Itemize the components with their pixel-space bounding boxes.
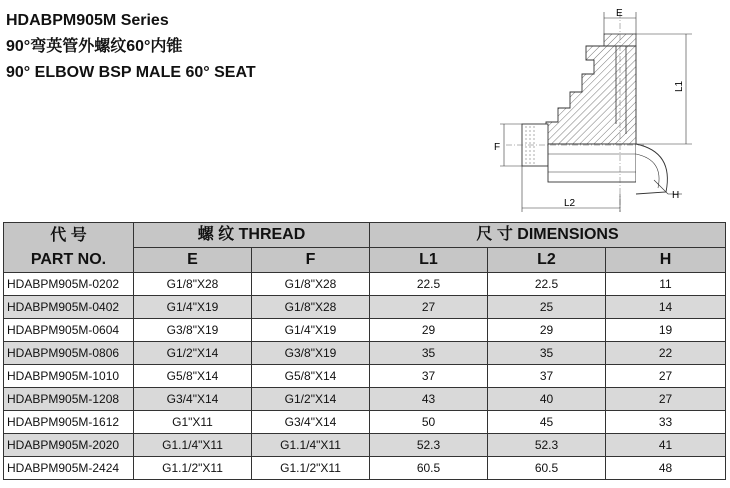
cell-l2: 40 bbox=[488, 388, 606, 411]
header-l2: L2 bbox=[488, 248, 606, 273]
label-l2: L2 bbox=[564, 198, 576, 209]
cell-l1: 43 bbox=[370, 388, 488, 411]
table-row bbox=[4, 342, 726, 365]
cell-part: HDABPM905M-0202 bbox=[4, 273, 134, 296]
cell-l1: 27 bbox=[370, 296, 488, 319]
cell-e: G1.1/4"X11 bbox=[134, 434, 252, 457]
chinese-title: 90°弯英管外螺纹60°内锥 bbox=[6, 38, 183, 55]
table-row bbox=[4, 457, 726, 480]
cell-l2: 45 bbox=[488, 411, 606, 434]
cell-part: HDABPM905M-0806 bbox=[4, 342, 134, 365]
cell-f: G1/8"X28 bbox=[252, 273, 370, 296]
cell-f: G5/8"X14 bbox=[252, 365, 370, 388]
cell-h: 27 bbox=[606, 388, 726, 411]
header-h: H bbox=[606, 248, 726, 273]
cell-l1: 50 bbox=[370, 411, 488, 434]
table-row bbox=[4, 411, 726, 434]
cell-h: 22 bbox=[606, 342, 726, 365]
cell-e: G1/8"X28 bbox=[134, 273, 252, 296]
cell-e: G5/8"X14 bbox=[134, 365, 252, 388]
table-row bbox=[4, 434, 726, 457]
cell-h: 19 bbox=[606, 319, 726, 342]
cell-e: G1/4"X19 bbox=[134, 296, 252, 319]
series-title: HDABPM905M Series bbox=[6, 12, 169, 29]
header-part bbox=[4, 223, 134, 273]
header-l1: L1 bbox=[370, 248, 488, 273]
header-dimensions: 尺 寸 DIMENSIONS bbox=[370, 223, 726, 248]
cell-l1: 52.3 bbox=[370, 434, 488, 457]
cell-part: HDABPM905M-2020 bbox=[4, 434, 134, 457]
cell-f: G1/2"X14 bbox=[252, 388, 370, 411]
label-h: H bbox=[672, 190, 680, 201]
hex-body bbox=[548, 144, 636, 182]
cell-l1: 22.5 bbox=[370, 273, 488, 296]
table-row bbox=[4, 365, 726, 388]
header-f: F bbox=[252, 248, 370, 273]
cell-h: 48 bbox=[606, 457, 726, 480]
cell-l2: 37 bbox=[488, 365, 606, 388]
cell-part: HDABPM905M-2424 bbox=[4, 457, 134, 480]
header-thread: 螺 纹 THREAD bbox=[134, 223, 370, 248]
cell-f: G1/4"X19 bbox=[252, 319, 370, 342]
cell-f: G1.1/4"X11 bbox=[252, 434, 370, 457]
cell-e: G1"X11 bbox=[134, 411, 252, 434]
header-part-cn: 代 号 bbox=[50, 226, 87, 244]
cell-h: 33 bbox=[606, 411, 726, 434]
cell-e: G3/8"X19 bbox=[134, 319, 252, 342]
table-row bbox=[4, 273, 726, 296]
cell-f: G1.1/2"X11 bbox=[252, 457, 370, 480]
header-part-en: PART NO. bbox=[30, 250, 107, 268]
cell-part: HDABPM905M-1208 bbox=[4, 388, 134, 411]
cell-part: HDABPM905M-0604 bbox=[4, 319, 134, 342]
cell-h: 14 bbox=[606, 296, 726, 319]
cell-l1: 35 bbox=[370, 342, 488, 365]
table-row bbox=[4, 296, 726, 319]
label-f: F bbox=[494, 142, 501, 153]
cell-l1: 37 bbox=[370, 365, 488, 388]
cell-h: 11 bbox=[606, 273, 726, 296]
label-e: E bbox=[616, 8, 623, 19]
table-row bbox=[4, 319, 726, 342]
cell-l1: 29 bbox=[370, 319, 488, 342]
cell-l2: 22.5 bbox=[488, 273, 606, 296]
cell-f: G1/8"X28 bbox=[252, 296, 370, 319]
elbow-fitting-drawing bbox=[486, 4, 722, 216]
cell-l2: 60.5 bbox=[488, 457, 606, 480]
label-l1: L1 bbox=[674, 80, 685, 92]
cell-f: G3/4"X14 bbox=[252, 411, 370, 434]
title-block bbox=[6, 8, 256, 86]
body-section bbox=[546, 46, 636, 144]
cell-l2: 25 bbox=[488, 296, 606, 319]
spec-table bbox=[3, 222, 726, 480]
elbow-curve bbox=[636, 144, 667, 194]
cell-part: HDABPM905M-0402 bbox=[4, 296, 134, 319]
cell-e: G1.1/2"X11 bbox=[134, 457, 252, 480]
table-row bbox=[4, 388, 726, 411]
english-title: 90° ELBOW BSP MALE 60° SEAT bbox=[6, 64, 256, 81]
cell-l2: 35 bbox=[488, 342, 606, 365]
cell-part: HDABPM905M-1612 bbox=[4, 411, 134, 434]
cell-l1: 60.5 bbox=[370, 457, 488, 480]
cell-f: G3/8"X19 bbox=[252, 342, 370, 365]
cell-l2: 29 bbox=[488, 319, 606, 342]
cell-e: G3/4"X14 bbox=[134, 388, 252, 411]
cell-e: G1/2"X14 bbox=[134, 342, 252, 365]
cell-h: 27 bbox=[606, 365, 726, 388]
header-e: E bbox=[134, 248, 252, 273]
cell-part: HDABPM905M-1010 bbox=[4, 365, 134, 388]
cell-h: 41 bbox=[606, 434, 726, 457]
cell-l2: 52.3 bbox=[488, 434, 606, 457]
